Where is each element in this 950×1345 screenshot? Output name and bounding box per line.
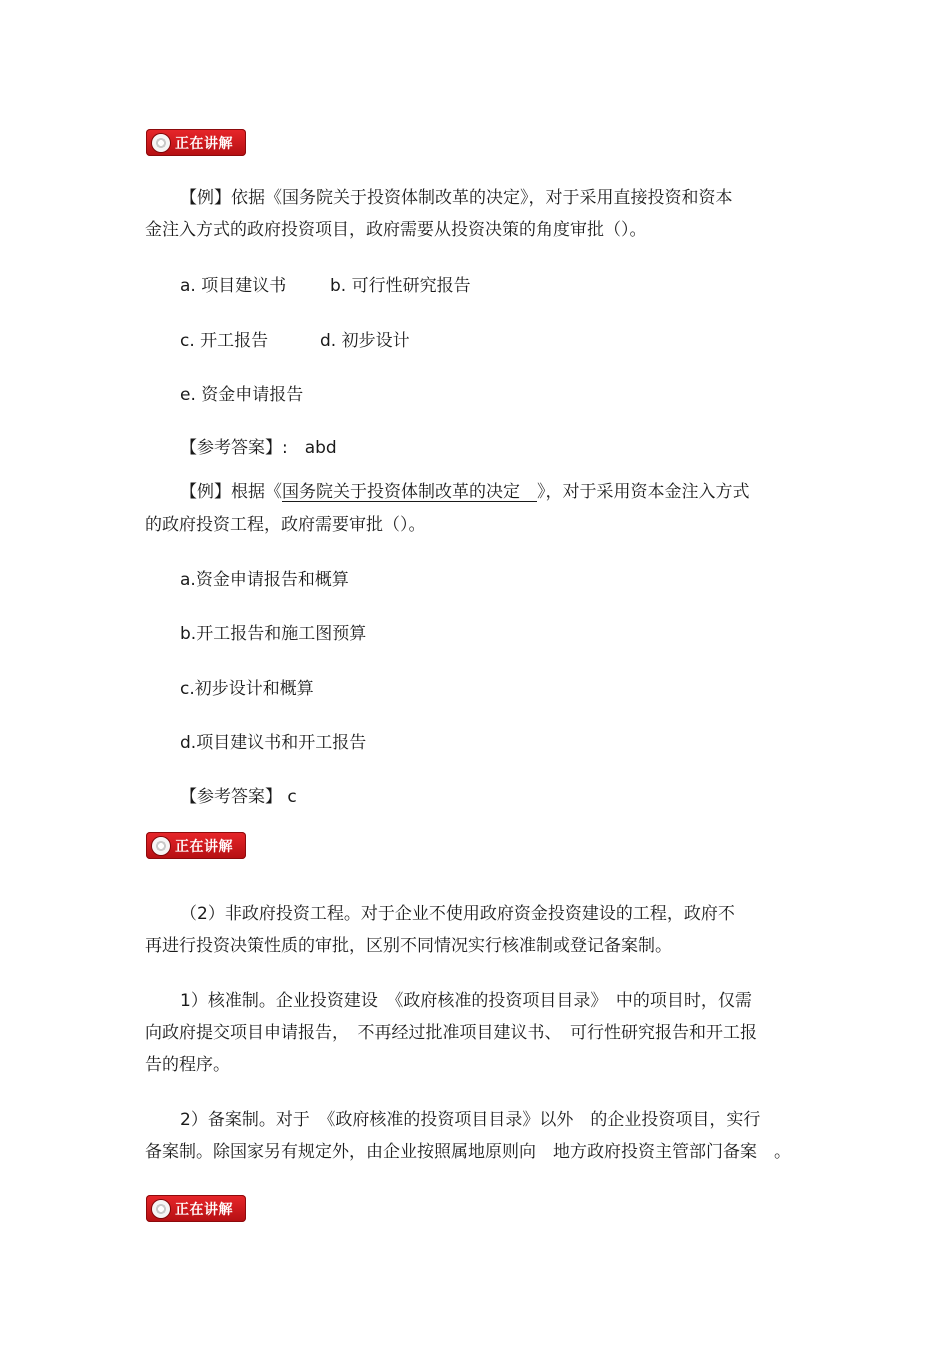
section2-p2-line2: 向政府提交项目申请报告， 不再经过批准项目建议书、 可行性研究报告和开工报 — [145, 1023, 757, 1043]
example1-options-row2 — [180, 330, 410, 352]
section2-p1-line1: （2）非政府投资工程。对于企业不使用政府资金投资建设的工程，政府不 — [180, 904, 735, 924]
example1-question-line2: 金注入方式的政府投资项目，政府需要从投资决策的角度审批（）。 — [145, 220, 647, 240]
example1-option-a: a. 项目建议书 — [180, 276, 287, 296]
example2-answer: 【参考答案】 c — [180, 787, 297, 807]
example2-question-line1 — [180, 481, 750, 503]
example2-option-c: c.初步设计和概算 — [180, 679, 314, 699]
disc-icon — [152, 837, 170, 855]
example2-question-line2: 的政府投资工程，政府需要审批（）。 — [145, 515, 426, 535]
example2-option-a: a.资金申请报告和概算 — [180, 570, 349, 590]
example2-option-b: b.开工报告和施工图预算 — [180, 624, 367, 644]
now-explaining-badge — [146, 129, 246, 156]
example2-prefix: 【例】根据《 — [180, 482, 282, 502]
section2-p2-line1: 1）核准制。企业投资建设 《政府核准的投资项目目录》 中的项目时，仅需 — [180, 991, 752, 1011]
section2-p3-line2: 备案制。除国家另有规定外，由企业按照属地原则向 地方政府投资主管部门备案 。 — [145, 1142, 791, 1162]
badge-label: 正在讲解 — [175, 838, 233, 855]
disc-icon — [152, 134, 170, 152]
example2-suffix: 》，对于采用资本金注入方式 — [537, 482, 750, 502]
badge-label: 正在讲解 — [175, 1201, 233, 1218]
example2-option-d: d.项目建议书和开工报告 — [180, 733, 367, 753]
badge-label: 正在讲解 — [175, 135, 233, 152]
now-explaining-badge — [146, 832, 246, 859]
section2-p3-line1: 2）备案制。对于 《政府核准的投资项目目录》以外 的企业投资项目，实行 — [180, 1110, 761, 1130]
example1-question-line1: 【例】依据《国务院关于投资体制改革的决定》，对于采用直接投资和资本 — [180, 188, 733, 208]
example1-answer: 【参考答案】: abd — [180, 438, 337, 458]
disc-icon — [152, 1200, 170, 1218]
example1-option-b: b. 可行性研究报告 — [330, 276, 471, 296]
example2-document-title: 国务院关于投资体制改革的决定 — [282, 482, 537, 502]
now-explaining-badge — [146, 1195, 246, 1222]
example1-option-c: c. 开工报告 — [180, 331, 269, 351]
example1-option-d: d. 初步设计 — [320, 331, 410, 351]
section2-p2-line3: 告的程序。 — [145, 1055, 230, 1075]
example1-option-e: e. 资金申请报告 — [180, 385, 304, 405]
section2-p1-line2: 再进行投资决策性质的审批，区别不同情况实行核准制或登记备案制。 — [145, 936, 672, 956]
example1-options-row1 — [180, 275, 471, 297]
